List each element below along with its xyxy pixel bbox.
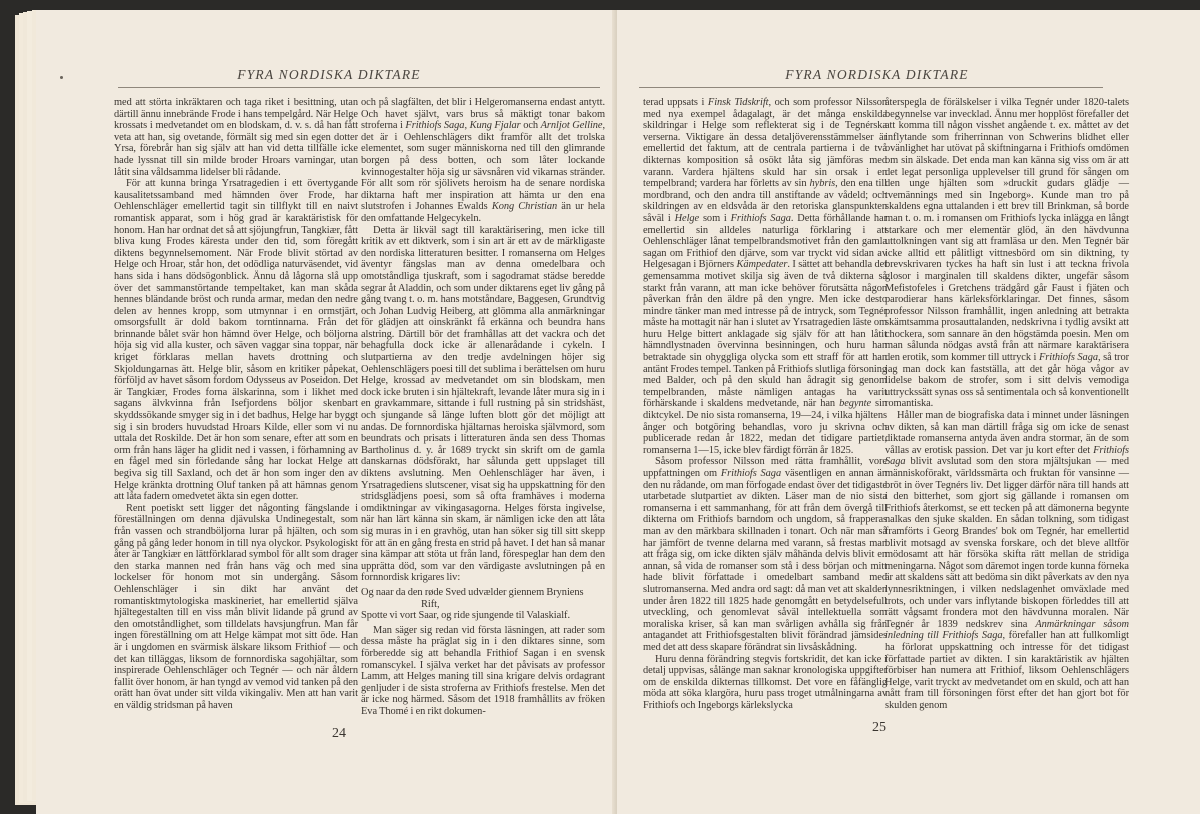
page-number: 25 xyxy=(872,720,886,735)
work-title: Arnljot Gelline xyxy=(540,120,603,132)
paragraph: För att kunna bringa Yrsatragedien i ett övertygande kausalitetssamband med hämnden över Frode, har Oehlenschläger emellertid tagit sin tillflykt till en naivt romantisk apparat, som i hög grad är karaktäristisk för honom. Han har ordnat det så att sjöjungfrun, Tangkiær, fått bliva kung Frodes käresta under den tid, som föregått diktens begynnelsemoment. När Frode blivit störtad av Helge och Hroar, står hon, det odödliga naturväsendet, vid hans sida i hans dödsögonblick. Ännu då lågorna slå upp över det sammanstörtande tempeltaket, kan man skåda hennes bländande bröst och runda armar, medan den nedre delen av hennes kropp, som utmynnar i en ormstjärt, omsorgsfullt är dold bakom torntinnarna. Från det brinnande bålet svär hon hämnd över Helge, och böljorna höja sig vid alla kuster, och säven vaggar sina toppar, när kriget förklaras mellan havets drottning och Skjoldungarnas ätt. Helge blir, såsom en kritiker påpekat, förföljd av havet såsom fordom Odysseus av Poseidon. Det är Tangkiær, Frodes forna älskarinna, som i likhet med sagans älvkvinna från Isefjordens böljor skenbart skyddssökande smyger sig in i det badhus, Helge har byggt sig i sin broders huvudstad Hroars Kilde, eller som vi nu uttala det Roskilde. Det är hon som senare, efter att som en orm från hans läger ha glidit ned i vassen, i förhamning av en fågel med sin förledande sång har lockat Helge att begiva sig till Saxland, och det är hon som inger den av Helge kränkta drottning Oluf tanken på att hämnas genom att låta fadern omedvetet äkta sin egen dotter. xyxy=(114,178,358,503)
emphasis: begynte xyxy=(839,398,872,410)
emphasis: hybris xyxy=(809,178,836,190)
running-head: FYRA NORDISKA DIKTARE xyxy=(785,67,969,82)
text-run: Håller man de biografiska data i minnet under läsningen av dikten, så kan man därtill fråga sig om icke de senast diktade romanserna antyda även andra stormar, än de som vållas av erotisk passion. Det var ju kort efter det xyxy=(885,410,1129,456)
work-title: Helge xyxy=(674,212,700,224)
verse-quote xyxy=(361,587,605,622)
verse-line: Og naar da den røde Sved udvælder giennem Bryniens xyxy=(361,586,584,598)
text-column-2 xyxy=(885,97,1129,711)
work-title: Frithiofs Saga xyxy=(1038,352,1098,364)
verse-line: Spotte vi vort Saar, og ride sjungende til Valaskialf. xyxy=(361,610,570,622)
paragraph xyxy=(643,97,887,456)
page-number: 24 xyxy=(332,726,346,741)
text-run: . Detta förhållande har emellertid sin alldeles naturliga förklaring i att Oehlenschläger lånat tempelbrandsmotivet från den gamla sagan om Frithiof den djärve, som var tryckt vid sidan av Helgesagan i Björners xyxy=(643,212,887,271)
text-run: , den ena till mordbrand, och den andra till anstiftande av vådeld; och skildringen av en eldsvåda är den retoriska glanspunkten såväl i xyxy=(643,178,887,224)
work-title: Frithiofs Saga xyxy=(730,212,791,224)
verse-line-continuation: Rift, xyxy=(421,598,440,610)
header-rule xyxy=(639,87,1103,88)
right-page xyxy=(617,10,1200,814)
text-column-2 xyxy=(361,97,606,717)
text-run: väsentligen en annan än den nu rådande, om man förfogade endast över det tidigaste utarbetade slutpartiet av dikten. Läser man de nio sista romanserna i ett sammanhang, för att från dem övergå till dikterna om Frithiofs barndom och ungdom, så frapperas man av den märkbara skillnaden i tonart. Och när man så har jämfört de tvenne delarna med varann, så frestas man att fråga sig, om icke dikten själv måhända delvis blivit en annan, så vida de romanser som stå i dess början och mitt hade blivit författade i omedelbart samband med slutromanserna. Med andra ord sagt: då man vet att skalden under åren 1822 till 1825 hade genomgått en betydelsefull utveckling, och genomlevat såväl intellektuella som moraliska kriser, så kan man svårligen avhålla sig från antagandet att Frithiofsgestalten blivit förändrad jämsides med det att dess skapare förändrat sin livsåskådning. xyxy=(643,468,887,653)
work-title: Kämpedater xyxy=(736,259,788,271)
paragraph: Man säger sig redan vid första läsningen, att rader som dessa måste ha präglat sig in i den diktares sinne, som förberedde sig att behandla Frithiof Sagan i en svensk romanscykel. I själva verket har det påvisats av professor Lamm, att Helges maning till sina krigare delvis ordagrant genljuder i de sista stroferna av Frithiofs frestelse. Men det är icke nog härmed. Såsom det 1918 framhållits av fröken Eva Thomé i en rikt dokumen- xyxy=(361,624,605,717)
text-run: , så tror jag man dock kan fastställa, att det går höga vågor av lidelse bakom de strofer, som i sitt delvis vemodiga uttryckssätt synas oss så sentimentala och så konventionellt romantiska. xyxy=(885,352,1129,410)
text-run: , förefaller han att fullkomligt ha förlorat uppskattning och intresse för det tidigast författade partiet av dikten. I sin karaktäristik av hjälten förbiser han numera att Frithiof, liksom Oehlenschlägers Helge, varit tryckt av medvetandet om en skuld, och att han nått fram till försoningen först efter det han gjort bot för skulden genom xyxy=(885,630,1129,711)
paragraph xyxy=(361,97,605,225)
text-run: Såsom professor Nilsson med rätta framhållit, vore uppfattningen om xyxy=(643,456,887,479)
text-column-1 xyxy=(114,97,358,711)
text-run: , och som professor Nilsson med nya exempel ådagalagt, är det många enskilda skildringar i Helge som reflekterat sig i de Tegnérska verserna. Viktigare än dessa detaljöverensstämmelser är emellertid det faktum, att de centrala partierna i de två dikternas komposition så osökt låta sig jämföras med varann. Vardera hjältens skuld har sin orsak i en tempelbrand; vardera har förletts av sin xyxy=(643,97,888,190)
left-page xyxy=(36,10,616,814)
paragraph xyxy=(643,456,887,653)
text-column-1 xyxy=(643,97,888,711)
paragraph: med att störta inkräktaren och taga riket i besittning, utan därtill ännu innebrände Frode i hans tempelgård. När Helge krossats i medvetandet om en blodskam, d. v. s. då han fått veta att han, sig ovetande, förmält sig med sin egen dotter Yrsa, förebrår han sig själv att han vid detta tillfälle icke hade lyssnat till sin milde broder Hroars varningar, utan låtit sina våldsamma lidelser bli rådande. xyxy=(114,97,358,178)
paragraph: Huru denna förändring stegvis fortskridit, det kan icke i detalj uppvisas, sålänge man saknar kronologiska uppgifter om de enskilda dikternas tillkomst. Det vore en fåfänglig möda att söka klargöra, huru pass troget utmålningarna av Frithiofs och Ingeborgs kärlekslycka xyxy=(643,653,887,711)
work-title: Finsk Tidskrift xyxy=(707,97,769,108)
running-head: FYRA NORDISKA DIKTARE xyxy=(237,67,421,82)
paragraph: Detta är likväl sagt till karaktärisering, men icke till kritik av ett diktverk, som i sin art är ett av de märkligaste den nordiska litteraturen besitter. I romanserna om Helges äventyr fängslas man av denna omedelbara och omotståndliga tjuskraft, som i sagodramat städse beredde segrar åt Aladdin, och som under diktarens eget liv gång på gång tvang t. o. m. hans motståndare, Baggesen, Grundtvig och Johan Ludvig Heiberg, att glömma alla anmärkningar för glädjen att oinskränkt få erkänna och beundra hans alstring. Därtill bör det framhållas att det vackra och det behagfulla dock icke är allenarådande i cykeln. I slutpartierna av den tredje avdelningen höjer sig Oehlenschlägers poesi till det sublima i berättelsen om huru Helge, krossad av medvetandet om sin blodskam, men dock icke bruten i sin hjältekraft, levande låter mura sig in i en gravkammare, sittande i full rustning på sin stridshäst, och sjungande så länge luften blott gör det möjligt att andas. De fornnordiska hjältarnas heroiska självmord, som beundrats och prisats i litteraturen ända sen dess Thomas Bartholinus d. y. år 1689 tryckt sin skrift om de gamla danskarnas dödsförakt, har sålunda gett uppslaget till diktens avslutning. Men Oehlenschläger har även, i Yrsatragediens slutscener, visat sig ha uppskattning för den stridsglädjens poesi, som så ofta framhäves i moderna omdiktningar av vikingasagorna. Helges första ingivelse, när han lärt känna sin skam, är nämligen icke den att låta sig muras in i en gravhög, utan han söker sig till sitt skepp för att än en gång fresta en strid på havet. I det han så manar sina kämpar att stöta ut från land, förespeglar han dem den upprätta död, som var den värdigaste avslutningen på en fornnordisk krigares liv: xyxy=(361,224,605,584)
text-run: sin diktcykel. De nio sista romanserna, 19—24, i vilka hjältens ånger och botgöring behandlas, voro ju skrivna och publicerade redan år 1822, medan det tidigare partiet, romanserna 1—15, icke blev färdigt förrän år 1825. xyxy=(643,398,888,456)
text-run: som i xyxy=(702,212,727,224)
work-title: Anmärkningar såsom inledning till Frithiofs Saga xyxy=(885,618,1129,642)
paragraph xyxy=(885,97,1129,410)
text-run: . I sättet att behandla det gemensamma motivet skilja sig även de två dikterna så starkt från varann, att man icke behöver förutsätta någon påverkan från den äldre på den yngre. Men icke desto mindre tänker man med intresse på de intryck, som Tegnér måste ha mottagit när han i slutet av Yrsatragedien läste om huru Helge bittert anklagade sig själv för att han låtit hämndlystnaden övervinna besinningen, och huru han betraktade sin ohyggliga olycka som ett straff för att han antänt Frodes tempel. Tanken på Frithiofs slutliga försoning med Balder, och på den skuld han ådragit sig genom tempelbranden, måste nämligen antagas ha varit förhärskande i skaldens medvetande, när han xyxy=(643,259,888,410)
text-run: och xyxy=(523,120,539,132)
header-rule xyxy=(118,87,600,88)
text-run: , xyxy=(464,120,468,132)
text-run: och på slagfälten, det blir i Helgeromanserna endast antytt. Och havet självt, vars brus så mäktigt tonar bakom stroferna i xyxy=(361,97,605,132)
work-title: Kong Christian xyxy=(491,201,558,213)
text-run: återspegla de förälskelser i vilka Tegnér under 1820-talets begynnelse var invecklad. Ännu mer hopplöst förefaller det att komma till någon visshet angående t. ex. måttet av det inflytande som friherrinnan von Schwerins blidhet eller ovänlighet har utövat på skiftningarna i Frithiofs omdömen om sin älskade. Det enda man kan känna sig viss om är att det legat personliga upplevelser till grund för sången om den unge hjälten som »druckit gudars glädje — tvemännings med sin Ingeborg». Kunde man tro på skaldens egna uttalanden i ett brev till Brinkman, så borde man t. o. m. i romansen om Frithiofs lycka inlägga en långt starkare och mer elementär glöd, än den hävdvunna uttolkningen vant sig att framläsa ur den. Men Tegnér bär icke alltid ett pålitligt vittnesbörd om sin diktning, ty brevskrivaren tyckes ha haft sin lust i att teckna frivola glosor i marginalen till skaldens dikter, ungefär såsom Mefistofeles i Gretchens trädgård går Faust i fjäten och parodierar hans kärleksförklaringar. Det finnes, såsom professor Nilsson framhållit, ingen anledning att betrakta skämtsamma prosauttalanden, nedskrivna i tydlig avsikt att chockera, som sannare än den högstämda poesin. Men om man sålunda nödgas avstå från att närmare karaktärisera den erotik, som kommer till uttryck i xyxy=(885,97,1129,364)
work-title: Frithiofs Saga xyxy=(405,120,465,132)
paragraph xyxy=(885,410,1129,711)
text-run: blivit avslutad som den stora mjältsjukan — med människoförakt, världssmärta och fruktan för vansinne — bröt in över Tegnérs liv. Det ligger därför nära till hands att i den bitterhet, som gjort sig gällande i romansen om Frithiofs återkomst, se ett tecken på att dämonerna begynte nalkas den sjuke skalden. En sådan tolkning, som tidigast framförts i Georg Brandes' bok om Tegnér, har emellertid blivit motsagd av svenska forskare, och det bleve alltför mödosamt att här försöka skifta rätt mellan de stridiga meningarna. Något som däremot ingen torde kunna förneka är att skaldens sätt att bedöma sin dikt påverkats av den nya lynnesriktningen, i vilken nedslagenhet omväxlade med trots, och under vars inflytande biskopen förleddes till att rätt vågsamt frondera mot den hävdvunna moralen. När Tegnér år 1839 nedskrev sina xyxy=(885,456,1129,630)
work-title: Frithiofs Saga xyxy=(720,468,782,479)
text-run: , det är i Oehlenschlägers dikt framför allt det trolska elementet, som suger människorna ned till den glimrande borgen på dess botten, och som låter lockande kvinnogestalter höja sig ur sävsnåren vid vikarnas stränder. För allt som rör sjölivets heroism ha de senare nordiska diktarna haft mer inspiration att hämta ur den ena slutstrofen i Johannes Ewalds xyxy=(361,120,606,213)
work-title: Frithiofs Saga xyxy=(885,444,1129,468)
paragraph: Rent poetiskt sett ligger det någonting fängslande i föreställningen om denna djävulska Undinegestalt, som från vassen och strandböljorna lurar på hjälten, och som gång på gång leder honom in till nya olyckor. Psykologiskt åter är Tangkiær en lättförklarad symbol för allt som drager den starka mannen ned från hans väg och med sina lockelser för honom mot sin undergång. Såsom Oehlenschläger i sin dikt har använt det romantisktmytologiska maskineriet, har emellertid själva hjältegestalten till en viss mån blivit lidande på grund av den omotståndlighet, som tilldelats havsjungfrun. Man får ingen föreställning om att Helge kämpat mot sitt öde. Han är i ungdomen en svärmisk älskare liksom Frithiof — och det kan tilläggas, liksom de fornnordiska sagohjältar, som inspirerade Oehlenschläger och Tegnér — och när åldern fallit över honom, är han tyngd av vemod vid tanken på den orätt han övat under sitt vilda vikingaliv. Men att han varit en väldig stridsman på haven xyxy=(114,502,358,711)
text-run: terad uppsats i xyxy=(643,97,705,108)
work-title: Kung Fjalar xyxy=(469,120,521,132)
text-run: än ur hela den omfattande Helgecykeln. xyxy=(361,201,605,224)
